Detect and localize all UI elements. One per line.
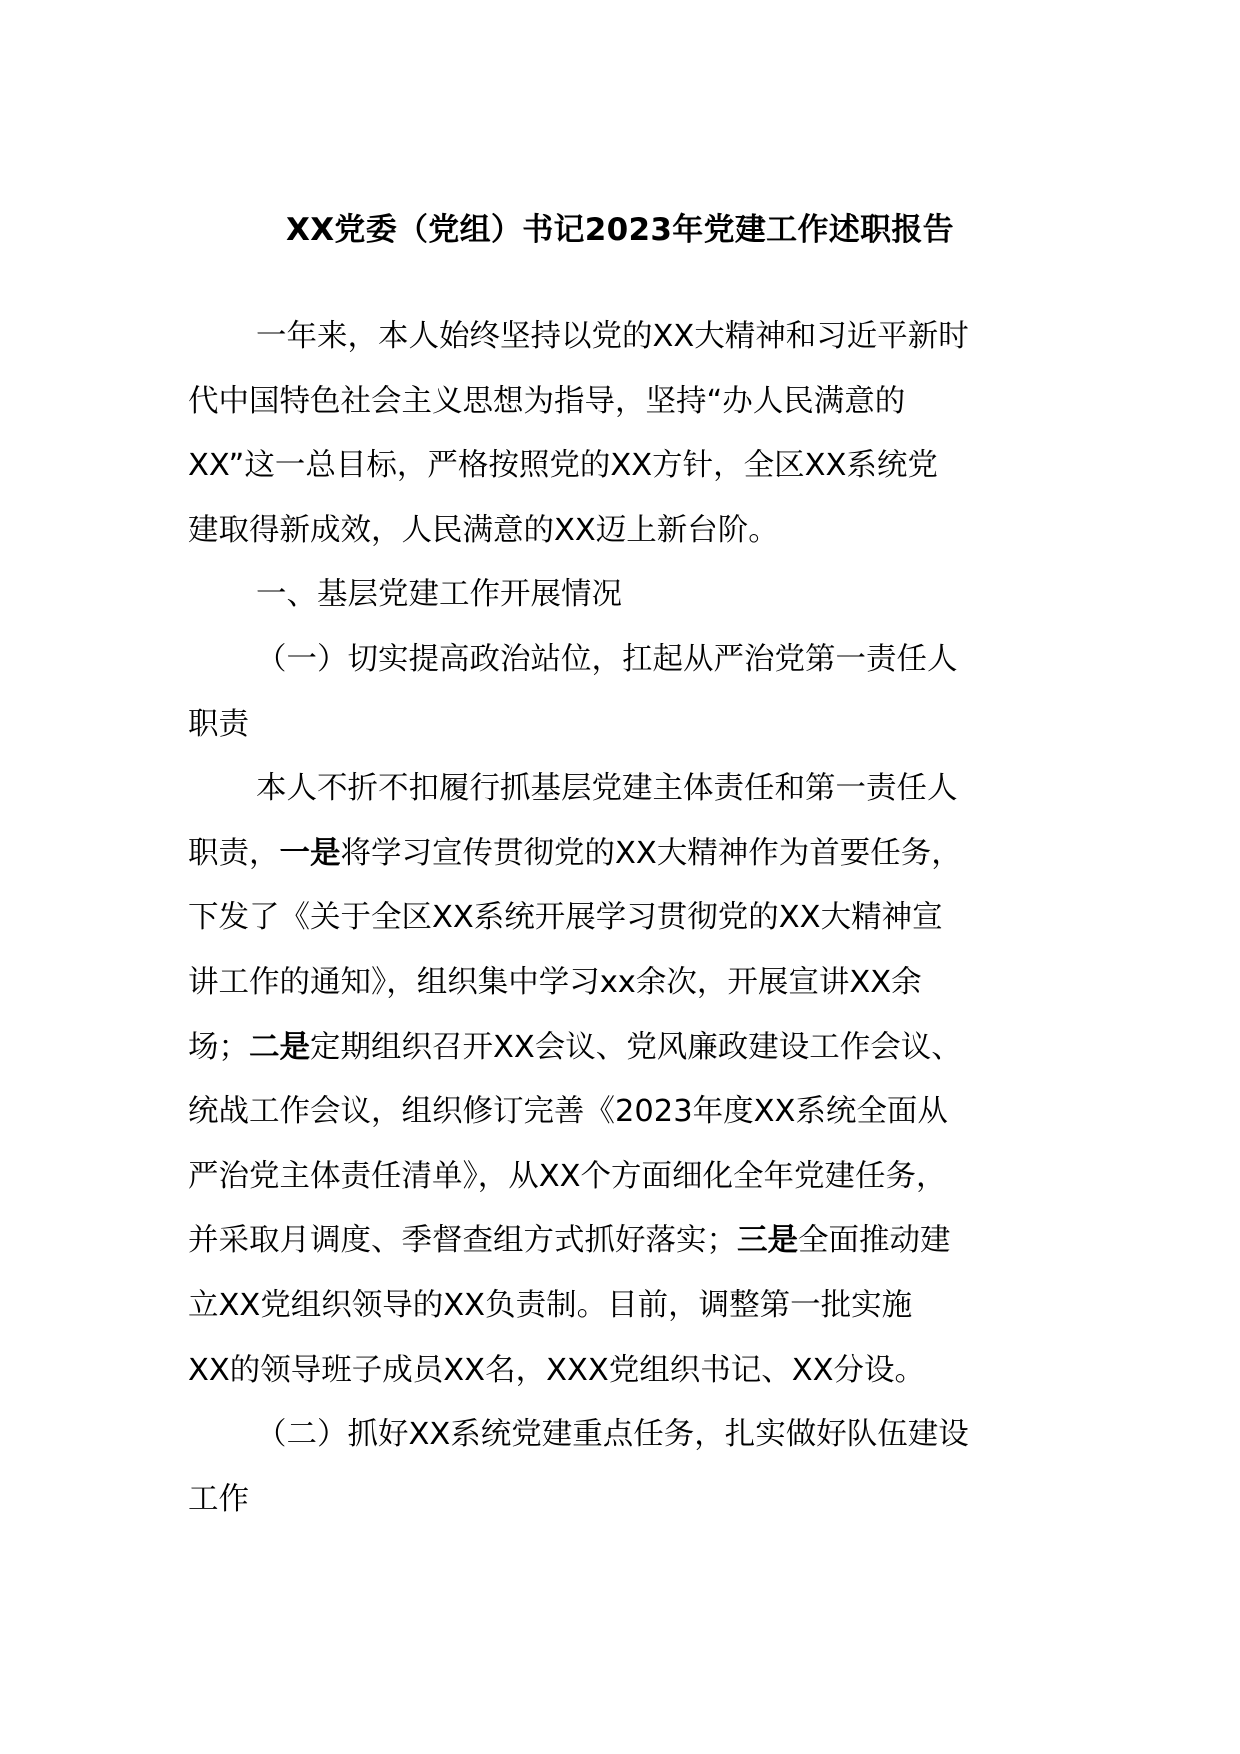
text-segment: 代中国特色社会主义思想为指导，坚持“办人民满意的 xyxy=(188,383,906,419)
text-segment: 工作 xyxy=(188,1481,249,1517)
text-segment: （二）抓好XX系统党建重点任务，扎实做好队伍建设 xyxy=(256,1417,969,1453)
bold-lead-text: 一是 xyxy=(279,835,341,871)
bold-lead-text: 三是 xyxy=(737,1223,798,1259)
text-line xyxy=(188,305,1060,370)
text-segment: 讲工作的通知》，组织集中学习xx余次，开展宣讲XX余 xyxy=(188,964,922,1000)
text-line xyxy=(188,1080,1060,1145)
text-line xyxy=(188,1468,1060,1533)
text-line xyxy=(188,693,1060,758)
text-segment: 建取得新成效，人民满意的XX迈上新台阶。 xyxy=(188,512,779,548)
text-line xyxy=(188,370,1060,435)
text-segment: XX的领导班子成员XX名，XXX党组织书记、XX分设。 xyxy=(188,1352,926,1388)
text-line xyxy=(188,1403,1060,1468)
text-segment: 统战工作会议，组织修订完善《2023年度XX系统全面从 xyxy=(188,1094,948,1130)
bold-lead-text: 二是 xyxy=(249,1029,310,1065)
text-segment: 一、基层党建工作开展情况 xyxy=(256,577,622,613)
text-line xyxy=(188,886,1060,951)
text-line xyxy=(188,1209,1060,1274)
text-segment: 职责 xyxy=(188,706,249,742)
text-segment: 立XX党组织领导的XX负责制。目前，调整第一批实施 xyxy=(188,1287,913,1323)
text-segment: 场； xyxy=(188,1029,249,1065)
text-segment: 定期组织召开XX会议、党风廉政建设工作会议、 xyxy=(310,1029,962,1065)
text-line xyxy=(188,563,1060,628)
document-body xyxy=(188,305,1060,1532)
text-line xyxy=(188,951,1060,1016)
text-segment: 并采取月调度、季督查组方式抓好落实； xyxy=(188,1223,737,1259)
text-line xyxy=(188,757,1060,822)
text-line xyxy=(188,434,1060,499)
text-segment: 职责， xyxy=(188,835,280,871)
text-segment: 下发了《关于全区XX系统开展学习贯彻党的XX大精神宣 xyxy=(188,900,943,936)
text-segment: XX”这一总目标，严格按照党的XX方针，全区XX系统党 xyxy=(188,448,938,484)
text-line xyxy=(188,1016,1060,1081)
text-segment: （一）切实提高政治站位，扛起从严治党第一责任人 xyxy=(256,641,958,677)
text-segment: 全面推动建 xyxy=(798,1223,951,1259)
text-line xyxy=(188,1145,1060,1210)
text-segment: 严治党主体责任清单》，从XX个方面细化全年党建任务， xyxy=(188,1158,947,1194)
text-segment: 一年来，本人始终坚持以党的XX大精神和习近平新时 xyxy=(256,319,969,354)
text-line xyxy=(188,1274,1060,1339)
text-line xyxy=(188,822,1060,887)
text-line xyxy=(188,628,1060,693)
document-title: XX党委（党组）书记2023年党建工作述职报告 xyxy=(286,212,954,248)
text-line xyxy=(188,499,1060,564)
text-segment: 将学习宣传贯彻党的XX大精神作为首要任务， xyxy=(340,835,962,871)
text-line xyxy=(188,1339,1060,1404)
text-segment: 本人不折不扣履行抓基层党建主体责任和第一责任人 xyxy=(256,771,958,807)
